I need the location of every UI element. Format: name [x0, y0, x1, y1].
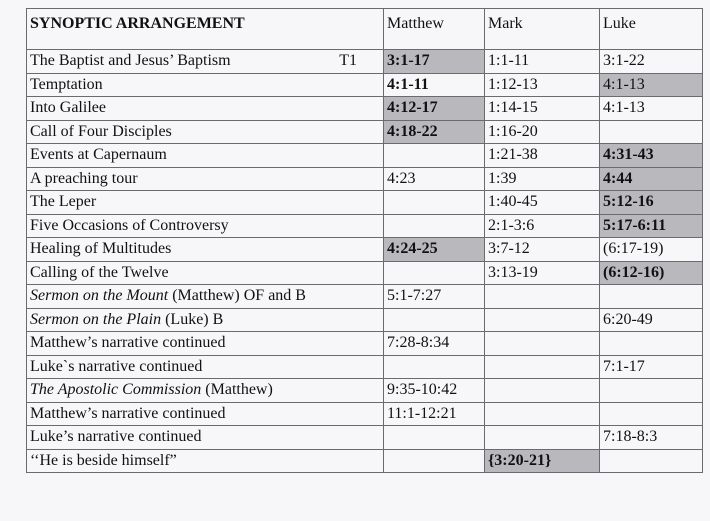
table-row [27, 402, 703, 426]
row-title-rest: (Matthew) [201, 381, 273, 399]
table-row [27, 191, 703, 215]
table-row [27, 355, 703, 379]
cell-mark [485, 379, 600, 403]
cell-matthew: 11:1-12:21 [384, 402, 485, 426]
row-tag: T1 [339, 52, 357, 70]
cell-luke: (6:17-19) [600, 238, 703, 262]
row-title: Into Galilee [27, 97, 384, 121]
cell-matthew: 4:12-17 [384, 97, 485, 121]
cell-matthew [384, 144, 485, 168]
header-title [27, 9, 384, 50]
cell-mark [485, 285, 600, 309]
table-row [27, 167, 703, 191]
row-title: Matthew’s narrative continued [27, 402, 384, 426]
table-row [27, 238, 703, 262]
synoptic-table [26, 8, 703, 473]
cell-mark [485, 355, 600, 379]
row-title: Matthew’s narrative continued [27, 332, 384, 356]
cell-mark: 1:21-38 [485, 144, 600, 168]
row-title [27, 379, 384, 403]
cell-mark [485, 426, 600, 450]
table-header-row [27, 9, 703, 50]
cell-mark: 1:16-20 [485, 120, 600, 144]
cell-mark: 1:39 [485, 167, 600, 191]
table-row [27, 379, 703, 403]
cell-mark: 2:1-3:6 [485, 214, 600, 238]
cell-matthew [384, 426, 485, 450]
cell-luke: 4:31-43 [600, 144, 703, 168]
row-title: Healing of Multitudes [27, 238, 384, 262]
cell-mark: 3:13-19 [485, 261, 600, 285]
cell-luke: 5:17-6:11 [600, 214, 703, 238]
table-row [27, 50, 703, 74]
cell-matthew [384, 261, 485, 285]
cell-luke [600, 285, 703, 309]
cell-mark: 1:12-13 [485, 73, 600, 97]
cell-matthew [384, 308, 485, 332]
cell-matthew: 4:1-11 [384, 73, 485, 97]
row-title [27, 285, 384, 309]
cell-luke: 4:44 [600, 167, 703, 191]
cell-mark: {3:20-21} [485, 449, 600, 473]
row-title: Luke`s narrative continued [27, 355, 384, 379]
table-row [27, 120, 703, 144]
row-title: ‘‘He is beside himself” [27, 449, 384, 473]
cell-matthew: 5:1-7:27 [384, 285, 485, 309]
cell-matthew: 4:23 [384, 167, 485, 191]
table-row [27, 97, 703, 121]
cell-luke [600, 332, 703, 356]
table-row [27, 73, 703, 97]
cell-mark: 1:1-11 [485, 50, 600, 74]
cell-luke: 6:20-49 [600, 308, 703, 332]
cell-matthew: 4:18-22 [384, 120, 485, 144]
row-title-text: The Baptist and Jesus’ Baptism [30, 52, 231, 70]
row-title: A preaching tour [27, 167, 384, 191]
row-title: Calling of the Twelve [27, 261, 384, 285]
table-row [27, 426, 703, 450]
cell-matthew: 9:35-10:42 [384, 379, 485, 403]
cell-luke: (6:12-16) [600, 261, 703, 285]
cell-matthew: 3:1-17 [384, 50, 485, 74]
cell-luke [600, 402, 703, 426]
row-title-rest: (Luke) B [161, 310, 224, 328]
table-title: SYNOPTIC ARRANGEMENT [30, 15, 245, 32]
cell-matthew [384, 355, 485, 379]
cell-luke: 7:18-8:3 [600, 426, 703, 450]
row-title-italic: The Apostolic Commission [30, 381, 202, 399]
cell-matthew: 7:28-8:34 [384, 332, 485, 356]
row-title: The Leper [27, 191, 384, 215]
table-row [27, 332, 703, 356]
cell-matthew [384, 191, 485, 215]
cell-mark: 3:7-12 [485, 238, 600, 262]
cell-luke: 4:1-13 [600, 73, 703, 97]
cell-luke [600, 379, 703, 403]
row-title: Five Occasions of Controversy [27, 214, 384, 238]
table-row [27, 449, 703, 473]
header-luke: Luke [600, 9, 703, 50]
cell-luke [600, 449, 703, 473]
cell-matthew [384, 449, 485, 473]
row-title [27, 308, 384, 332]
cell-mark: 1:14-15 [485, 97, 600, 121]
table-row [27, 144, 703, 168]
cell-mark [485, 308, 600, 332]
cell-luke: 3:1-22 [600, 50, 703, 74]
cell-matthew [384, 214, 485, 238]
table-row [27, 261, 703, 285]
table-row [27, 214, 703, 238]
row-title: Call of Four Disciples [27, 120, 384, 144]
cell-luke: 7:1-17 [600, 355, 703, 379]
cell-luke [600, 120, 703, 144]
row-title-italic: Sermon on the Mount [30, 287, 169, 305]
header-mark: Mark [485, 9, 600, 50]
row-title: Luke’s narrative continued [27, 426, 384, 450]
header-matthew: Matthew [384, 9, 485, 50]
table-row [27, 285, 703, 309]
row-title: Temptation [27, 73, 384, 97]
cell-mark: 1:40-45 [485, 191, 600, 215]
cell-mark [485, 402, 600, 426]
row-title-rest: (Matthew) OF and B [168, 287, 306, 305]
cell-luke: 4:1-13 [600, 97, 703, 121]
row-title-italic: Sermon on the Plain [30, 310, 162, 328]
row-title: Events at Capernaum [27, 144, 384, 168]
cell-matthew: 4:24-25 [384, 238, 485, 262]
table-row [27, 308, 703, 332]
row-title [27, 50, 384, 74]
cell-mark [485, 332, 600, 356]
cell-luke: 5:12-16 [600, 191, 703, 215]
